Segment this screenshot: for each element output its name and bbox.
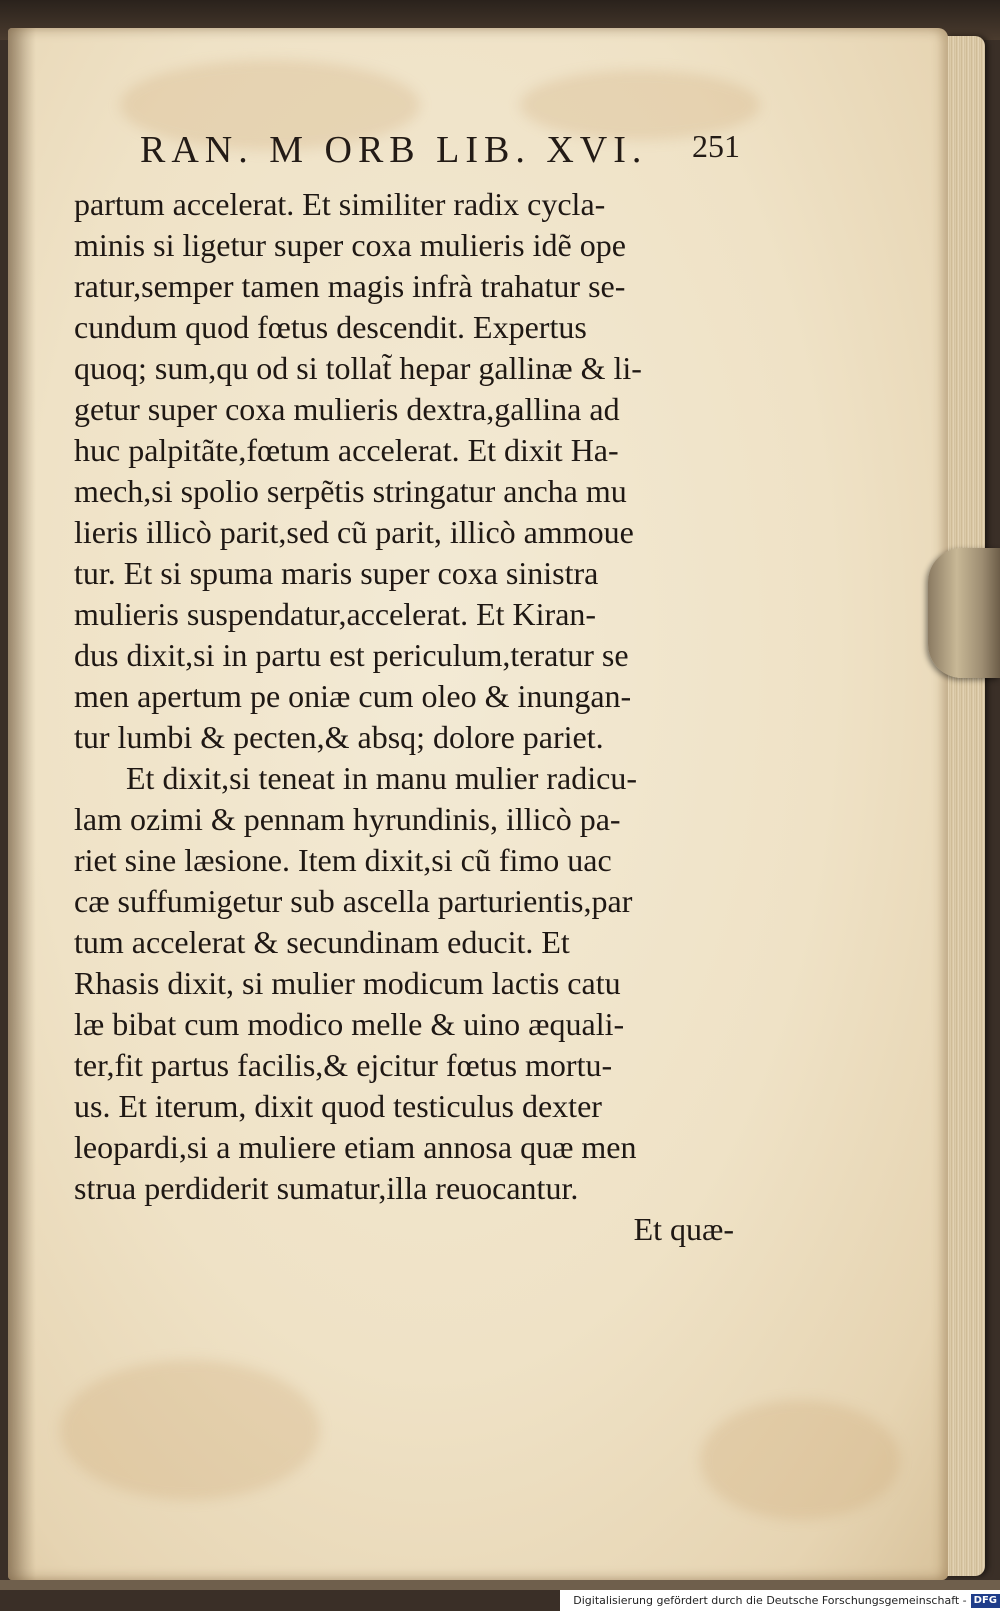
folio-number: 251 [692, 128, 740, 164]
text-line: lieris illicò parit,sed cũ parit, illicò ammoue [74, 514, 634, 550]
paper-stain [700, 1400, 900, 1520]
text-line: tum accelerat & secundinam educit. Et [74, 924, 570, 960]
text-line: Rhasis dixit, si mulier modicum lactis catu [74, 965, 621, 1001]
body-text [74, 184, 734, 1250]
text-line: Et dixit,si teneat in manu mulier radicu- [126, 760, 637, 796]
page-fore-edge [945, 36, 985, 1576]
text-line: ter,fit partus facilis,& ejcitur fœtus mortu- [74, 1047, 613, 1083]
text-line: mulieris suspendatur,accelerat. Et Kiran- [74, 596, 597, 632]
text-line: tur. Et si spuma maris super coxa sinistra [74, 555, 599, 591]
text-line: minis si ligetur super coxa mulieris idẽ ope [74, 227, 626, 263]
text-line: cæ suffumigetur sub ascella parturientis,par [74, 883, 633, 919]
text-line: men apertum pe oniæ cum oleo & inungan- [74, 678, 632, 714]
text-line: partum accelerat. Et similiter radix cycla- [74, 186, 606, 222]
text-line: mech,si spolio serpẽtis stringatur ancha mu [74, 473, 627, 509]
text-line: leopardi,si a muliere etiam annosa quæ men [74, 1129, 637, 1165]
credit-text: Digitalisierung gefördert durch die Deutsche Forschungsgemeinschaft - [573, 1594, 967, 1607]
text-line: læ bibat cum modico melle & uino æquali- [74, 1006, 625, 1042]
text-line: huc palpitãte,fœtum accelerat. Et dixit Ha- [74, 432, 619, 468]
dfg-logo: DFG [971, 1594, 1000, 1608]
book-bottom-edge [0, 1580, 1000, 1590]
catchword: Et quæ- [633, 1211, 734, 1247]
text-line: us. Et iterum, dixit quod testiculus dexter [74, 1088, 602, 1124]
running-title: RAN. M ORB LIB. XVI. [140, 129, 648, 171]
text-line: tur lumbi & pecten,& absq; dolore pariet. [74, 719, 604, 755]
text-line: quoq; sum,qu od si tollat̃ hepar gallinæ & li- [74, 350, 642, 386]
running-header [140, 128, 740, 178]
paper-stain [60, 1360, 320, 1500]
book-clasp [928, 548, 1000, 678]
text-line: cundum quod fœtus descendit. Expertus [74, 309, 587, 345]
text-line: getur super coxa mulieris dextra,gallina ad [74, 391, 620, 427]
page-gutter [8, 28, 36, 1580]
text-line: strua perdiderit sumatur,illa reuocantur. [74, 1170, 579, 1206]
text-line: riet sine læsione. Item dixit,si cũ fimo uac [74, 842, 612, 878]
text-line: dus dixit,si in partu est periculum,teratur se [74, 637, 629, 673]
text-line: lam ozimi & pennam hyrundinis, illicò pa- [74, 801, 621, 837]
digitization-credit [560, 1590, 1000, 1611]
text-line: ratur,semper tamen magis infrà trahatur se- [74, 268, 626, 304]
